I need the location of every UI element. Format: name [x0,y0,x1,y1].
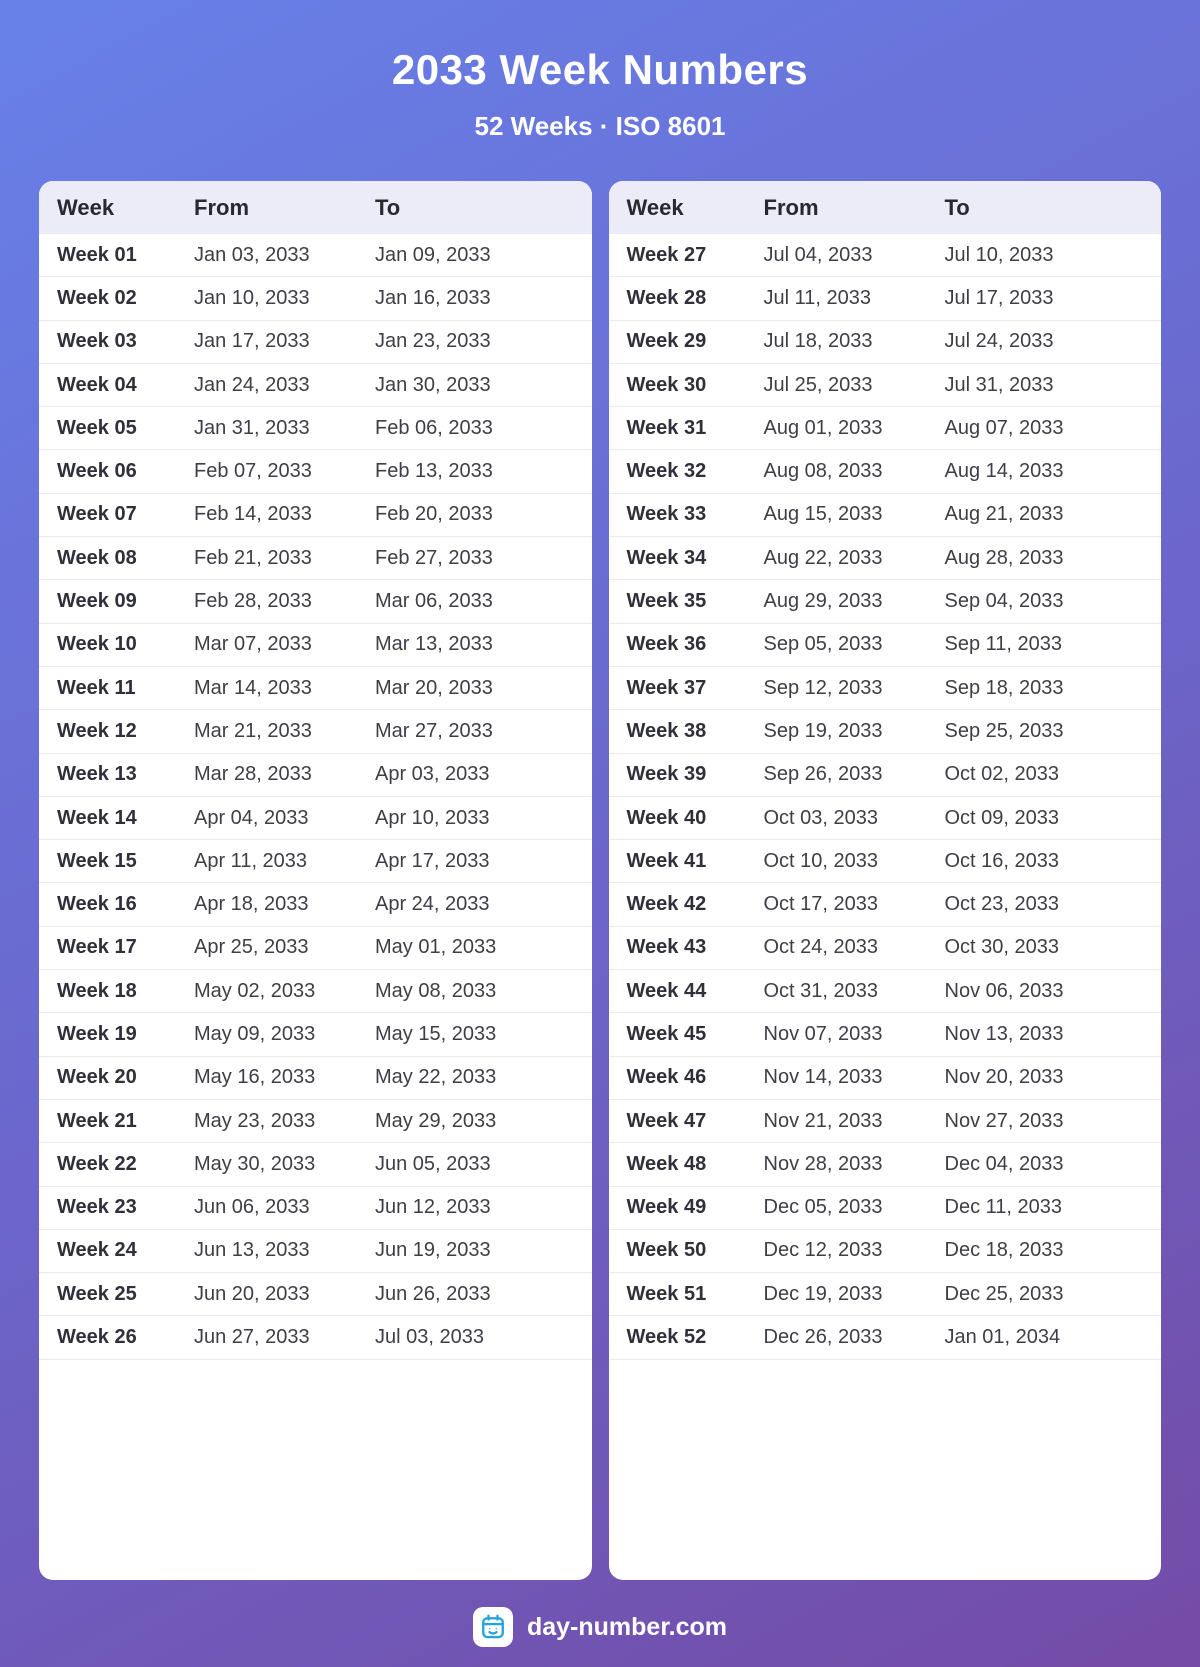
week-cell: Week 46 [626,1066,707,1089]
table-row [609,321,1162,364]
table-row [609,624,1162,667]
table-row [39,277,592,320]
table-row [39,537,592,580]
to-date-cell: Jul 31, 2033 [944,373,1054,396]
from-date-cell: Jan 03, 2033 [194,243,310,266]
week-cell: Week 15 [57,849,137,872]
from-date-cell: Apr 11, 2033 [194,849,308,872]
from-date-cell: Aug 22, 2033 [763,546,883,569]
to-date-cell: Mar 13, 2033 [375,633,493,656]
week-cell: Week 14 [57,806,137,829]
calendar-smiley-icon [473,1607,513,1647]
table-row [609,1057,1162,1100]
week-cell: Week 31 [626,416,707,439]
table-row [39,1143,592,1186]
table-row [39,1057,592,1100]
to-date-cell: Dec 11, 2033 [944,1196,1062,1219]
to-date-cell: Jun 05, 2033 [375,1152,491,1175]
to-date-cell: Oct 09, 2033 [944,806,1060,829]
week-cell: Week 12 [57,719,137,742]
table-row [609,494,1162,537]
from-date-cell: Jan 24, 2033 [194,373,310,396]
to-date-cell: Oct 30, 2033 [944,936,1060,959]
to-date-cell: Jun 26, 2033 [375,1282,491,1305]
column-header-to: To [944,194,970,220]
table-row [609,450,1162,493]
to-date-cell: Apr 17, 2033 [375,849,490,872]
table-row [39,927,592,970]
from-date-cell: Mar 21, 2033 [194,719,312,742]
from-date-cell: May 23, 2033 [194,1109,316,1132]
from-date-cell: Apr 04, 2033 [194,806,309,829]
table-row [39,1100,592,1143]
to-date-cell: Jul 17, 2033 [944,286,1054,309]
from-date-cell: Nov 21, 2033 [763,1109,883,1132]
table-header-row [39,181,592,234]
table-row [39,883,592,926]
week-cell: Week 20 [57,1066,137,1089]
table-row [609,1143,1162,1186]
to-date-cell: Jun 19, 2033 [375,1239,491,1262]
to-date-cell: Mar 06, 2033 [375,590,493,613]
from-date-cell: Dec 05, 2033 [763,1196,883,1219]
week-cell: Week 50 [626,1239,707,1262]
table-row [39,234,592,277]
table-row [609,840,1162,883]
from-date-cell: Feb 14, 2033 [194,503,312,526]
to-date-cell: Feb 13, 2033 [375,460,493,483]
week-cell: Week 44 [626,979,707,1002]
to-date-cell: Nov 27, 2033 [944,1109,1064,1132]
week-cell: Week 01 [57,243,137,266]
table-row [39,667,592,710]
to-date-cell: Jan 01, 2034 [944,1326,1061,1349]
from-date-cell: Jul 25, 2033 [763,373,873,396]
table-row [39,624,592,667]
table-row [39,450,592,493]
table-row [39,1316,592,1359]
page-title: 2033 Week Numbers [391,46,809,93]
week-cell: Week 07 [57,503,137,526]
table-row [609,364,1162,407]
week-cell: Week 27 [626,243,707,266]
from-date-cell: Oct 17, 2033 [763,893,879,916]
column-header-from: From [763,194,819,220]
from-date-cell: Mar 07, 2033 [194,633,312,656]
table-row [609,1316,1162,1359]
week-cell: Week 04 [57,373,137,396]
from-date-cell: May 09, 2033 [194,1022,316,1045]
table-row [609,710,1162,753]
week-cell: Week 37 [626,676,707,699]
week-cell: Week 34 [626,546,707,569]
to-date-cell: Jul 24, 2033 [944,330,1054,353]
week-cell: Week 08 [57,546,137,569]
footer-brand[interactable] [0,1607,1200,1647]
from-date-cell: Sep 26, 2033 [763,763,883,786]
table-row [609,234,1162,277]
to-date-cell: Mar 20, 2033 [375,676,493,699]
to-date-cell: Feb 20, 2033 [375,503,493,526]
week-cell: Week 23 [57,1196,137,1219]
table-row [39,321,592,364]
to-date-cell: Jan 30, 2033 [375,373,491,396]
from-date-cell: Oct 31, 2033 [763,979,879,1002]
week-cell: Week 05 [57,416,137,439]
week-cell: Week 11 [57,676,136,699]
from-date-cell: Sep 19, 2033 [763,719,883,742]
from-date-cell: Dec 12, 2033 [763,1239,883,1262]
column-header-week: Week [57,194,115,220]
from-date-cell: Jan 17, 2033 [194,330,310,353]
from-date-cell: Jul 18, 2033 [763,330,873,353]
week-cell: Week 42 [626,893,707,916]
table-row [609,277,1162,320]
week-cell: Week 36 [626,633,707,656]
week-cell: Week 24 [57,1239,137,1262]
week-cell: Week 43 [626,936,707,959]
table-row [609,537,1162,580]
site-name: day-number.com [526,1612,728,1641]
table-row [609,1100,1162,1143]
from-date-cell: Jun 20, 2033 [194,1282,310,1305]
table-row [39,970,592,1013]
week-table-card-right [609,181,1162,1580]
week-cell: Week 38 [626,719,707,742]
week-cell: Week 52 [626,1326,707,1349]
table-row [609,754,1162,797]
from-date-cell: Aug 08, 2033 [763,460,883,483]
from-date-cell: Aug 29, 2033 [763,590,883,613]
table-row [39,1013,592,1056]
from-date-cell: Aug 15, 2033 [763,503,883,526]
table-row [39,754,592,797]
to-date-cell: Oct 16, 2033 [944,849,1060,872]
table-row [609,797,1162,840]
from-date-cell: Aug 01, 2033 [763,416,883,439]
column-header-week: Week [626,194,684,220]
week-cell: Week 29 [626,330,707,353]
to-date-cell: Feb 27, 2033 [375,546,493,569]
from-date-cell: Oct 10, 2033 [763,849,879,872]
from-date-cell: Sep 12, 2033 [763,676,883,699]
to-date-cell: Apr 03, 2033 [375,763,490,786]
week-cell: Week 39 [626,763,707,786]
table-row [39,1230,592,1273]
to-date-cell: Oct 23, 2033 [944,893,1060,916]
week-cell: Week 41 [626,849,707,872]
to-date-cell: Feb 06, 2033 [375,416,493,439]
from-date-cell: Feb 07, 2033 [194,460,312,483]
to-date-cell: Jul 10, 2033 [944,243,1054,266]
from-date-cell: Oct 24, 2033 [763,936,879,959]
table-row [609,1187,1162,1230]
from-date-cell: Nov 07, 2033 [763,1022,883,1045]
to-date-cell: Aug 21, 2033 [944,503,1064,526]
from-date-cell: Jun 27, 2033 [194,1326,310,1349]
table-row [609,580,1162,623]
to-date-cell: Jan 09, 2033 [375,243,491,266]
to-date-cell: Apr 10, 2033 [375,806,490,829]
to-date-cell: Nov 20, 2033 [944,1066,1064,1089]
to-date-cell: Aug 28, 2033 [944,546,1064,569]
week-cell: Week 26 [57,1326,137,1349]
to-date-cell: Jun 12, 2033 [375,1196,491,1219]
to-date-cell: Jan 23, 2033 [375,330,491,353]
week-tables-container [0,181,1200,1580]
week-cell: Week 30 [626,373,707,396]
column-header-from: From [194,194,249,220]
from-date-cell: Jan 31, 2033 [194,416,310,439]
from-date-cell: Apr 25, 2033 [194,936,309,959]
table-row [39,364,592,407]
table-row [39,494,592,537]
table-row [39,710,592,753]
week-cell: Week 35 [626,590,707,613]
to-date-cell: Jul 03, 2033 [375,1326,484,1349]
to-date-cell: May 29, 2033 [375,1109,497,1132]
to-date-cell: Nov 06, 2033 [944,979,1064,1002]
week-cell: Week 51 [626,1282,707,1305]
week-cell: Week 47 [626,1109,707,1132]
to-date-cell: Jan 16, 2033 [375,286,491,309]
table-body-right [609,234,1162,1360]
to-date-cell: Dec 18, 2033 [944,1239,1064,1262]
to-date-cell: May 15, 2033 [375,1022,497,1045]
from-date-cell: Feb 28, 2033 [194,590,312,613]
from-date-cell: Feb 21, 2033 [194,546,312,569]
week-cell: Week 13 [57,763,137,786]
from-date-cell: May 16, 2033 [194,1066,316,1089]
to-date-cell: Aug 14, 2033 [944,460,1064,483]
to-date-cell: Aug 07, 2033 [944,416,1064,439]
table-row [39,797,592,840]
table-row [609,1013,1162,1056]
from-date-cell: Mar 28, 2033 [194,763,312,786]
week-cell: Week 48 [626,1152,707,1175]
from-date-cell: Apr 18, 2033 [194,893,309,916]
week-cell: Week 03 [57,330,137,353]
week-cell: Week 06 [57,460,137,483]
week-cell: Week 45 [626,1022,707,1045]
table-row [609,1230,1162,1273]
from-date-cell: Jul 04, 2033 [763,243,873,266]
from-date-cell: May 02, 2033 [194,979,316,1002]
from-date-cell: Mar 14, 2033 [194,676,312,699]
table-row [39,1187,592,1230]
week-cell: Week 19 [57,1022,137,1045]
from-date-cell: Jul 11, 2033 [763,286,871,309]
week-cell: Week 02 [57,286,137,309]
to-date-cell: Sep 25, 2033 [944,719,1064,742]
to-date-cell: Nov 13, 2033 [944,1022,1064,1045]
to-date-cell: Oct 02, 2033 [944,763,1060,786]
from-date-cell: Dec 26, 2033 [763,1326,883,1349]
from-date-cell: Jan 10, 2033 [194,286,310,309]
table-row [39,840,592,883]
column-header-to: To [375,194,401,220]
week-cell: Week 22 [57,1152,137,1175]
from-date-cell: Nov 28, 2033 [763,1152,883,1175]
table-row [609,970,1162,1013]
from-date-cell: Sep 05, 2033 [763,633,883,656]
to-date-cell: Mar 27, 2033 [375,719,493,742]
week-cell: Week 17 [57,936,137,959]
table-row [609,407,1162,450]
table-row [609,883,1162,926]
from-date-cell: Dec 19, 2033 [763,1282,883,1305]
to-date-cell: Dec 04, 2033 [944,1152,1064,1175]
table-row [39,580,592,623]
to-date-cell: May 22, 2033 [375,1066,497,1089]
week-table-card-left [39,181,592,1580]
week-cell: Week 32 [626,460,707,483]
to-date-cell: Dec 25, 2033 [944,1282,1064,1305]
to-date-cell: Sep 11, 2033 [944,633,1063,656]
week-cell: Week 40 [626,806,707,829]
week-cell: Week 10 [57,633,137,656]
week-cell: Week 09 [57,590,137,613]
week-cell: Week 49 [626,1196,707,1219]
from-date-cell: Oct 03, 2033 [763,806,879,829]
week-cell: Week 28 [626,286,707,309]
page-subtitle: 52 Weeks · ISO 8601 [474,111,726,141]
from-date-cell: Jun 13, 2033 [194,1239,310,1262]
to-date-cell: May 08, 2033 [375,979,497,1002]
table-row [609,667,1162,710]
to-date-cell: May 01, 2033 [375,936,497,959]
week-cell: Week 16 [57,893,137,916]
to-date-cell: Sep 04, 2033 [944,590,1064,613]
to-date-cell: Sep 18, 2033 [944,676,1064,699]
from-date-cell: Jun 06, 2033 [194,1196,310,1219]
from-date-cell: Nov 14, 2033 [763,1066,883,1089]
page-header [0,0,1200,142]
to-date-cell: Apr 24, 2033 [375,893,490,916]
table-row [609,1273,1162,1316]
week-cell: Week 33 [626,503,707,526]
table-row [609,927,1162,970]
table-header-row [609,181,1162,234]
table-row [39,407,592,450]
week-cell: Week 25 [57,1282,137,1305]
table-body-left [39,234,592,1360]
table-row [39,1273,592,1316]
week-cell: Week 21 [57,1109,137,1132]
from-date-cell: May 30, 2033 [194,1152,316,1175]
week-cell: Week 18 [57,979,137,1002]
